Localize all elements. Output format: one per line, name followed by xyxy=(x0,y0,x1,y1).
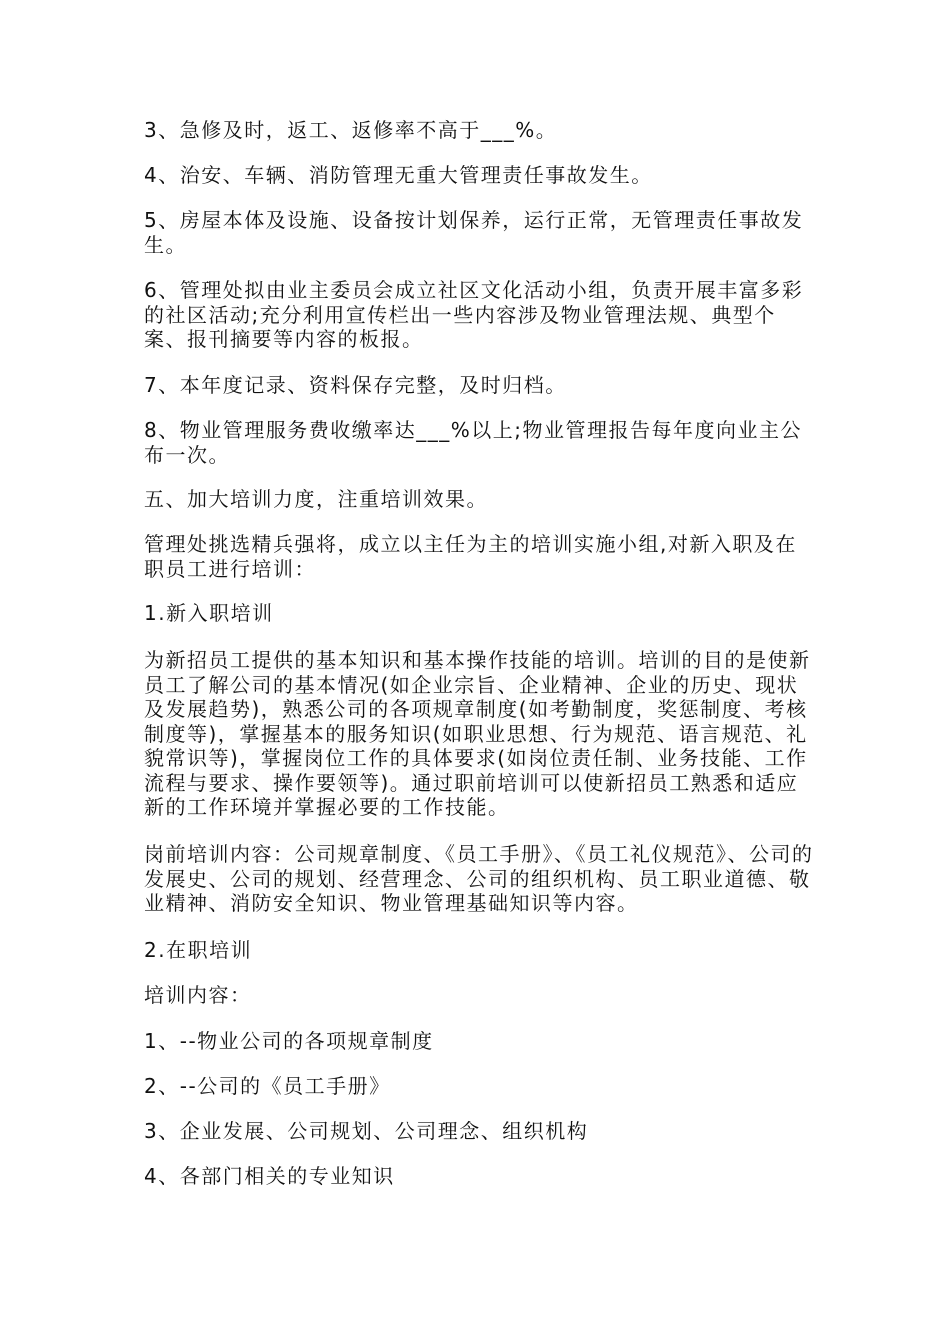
list-item-1: 1、--物业公司的各项规章制度 xyxy=(144,1029,434,1053)
list-item-4: 4、各部门相关的专业知识 xyxy=(144,1164,395,1188)
subheading-on-job: 2.在职培训 xyxy=(144,938,253,962)
training-content-label: 培训内容： xyxy=(144,983,252,1007)
item-5-maintenance: 5、房屋本体及设施、设备按计划保养，运行正常，无管理责任事故发生。 xyxy=(144,208,804,257)
item-4-security: 4、治安、车辆、消防管理无重大管理责任事故发生。 xyxy=(144,163,653,187)
item-8-fee-collection: 8、物业管理服务费收缴率达___%以上;物业管理报告每年度向业主公布一次。 xyxy=(144,418,802,467)
training-intro: 管理处挑选精兵强将，成立以主任为主的培训实施小组,对新入职及在职员工进行培训： xyxy=(144,532,797,581)
list-item-2: 2、--公司的《员工手册》 xyxy=(144,1074,391,1098)
section-heading-training: 五、加大培训力度，注重培训效果。 xyxy=(144,487,488,511)
item-6-community: 6、管理处拟由业主委员会成立社区文化活动小组，负责开展丰富多彩的社区活动;充分利用宣传栏出一些内容涉及物业管理法规、典型个案、报刊摘要等内容的板报。 xyxy=(144,278,804,351)
subheading-new-hire: 1.新入职培训 xyxy=(144,601,274,625)
item-7-records: 7、本年度记录、资料保存完整，及时归档。 xyxy=(144,373,567,397)
new-hire-description: 为新招员工提供的基本知识和基本操作技能的培训。培训的目的是使新员工了解公司的基本情况(如企业宗旨、企业精神、企业的历史、现状及发展趋势)，熟悉公司的各项规章制度(如考勤制度，奖惩制度、考核制度等)，掌握基本的服务知识(如职业思想、行为规范、语言规范、礼貌常识等)，掌握岗位工作的具体要求(如岗位责任制、业务技能、工作流程与要求、操作要领等)。通过职前培训可以使新招员工熟悉和适应新的工作环境并掌握必要的工作技能。 xyxy=(144,648,811,819)
list-item-3: 3、企业发展、公司规划、公司理念、组织机构 xyxy=(144,1119,589,1143)
pre-job-content: 岗前培训内容：公司规章制度、《员工手册》、《员工礼仪规范》、公司的发展史、公司的规划、经营理念、公司的组织机构、员工职业道德、敬业精神、消防安全知识、物业管理基础知识等内容。 xyxy=(144,842,814,915)
item-3-repair-rate: 3、急修及时，返工、返修率不高于___%。 xyxy=(144,118,558,142)
